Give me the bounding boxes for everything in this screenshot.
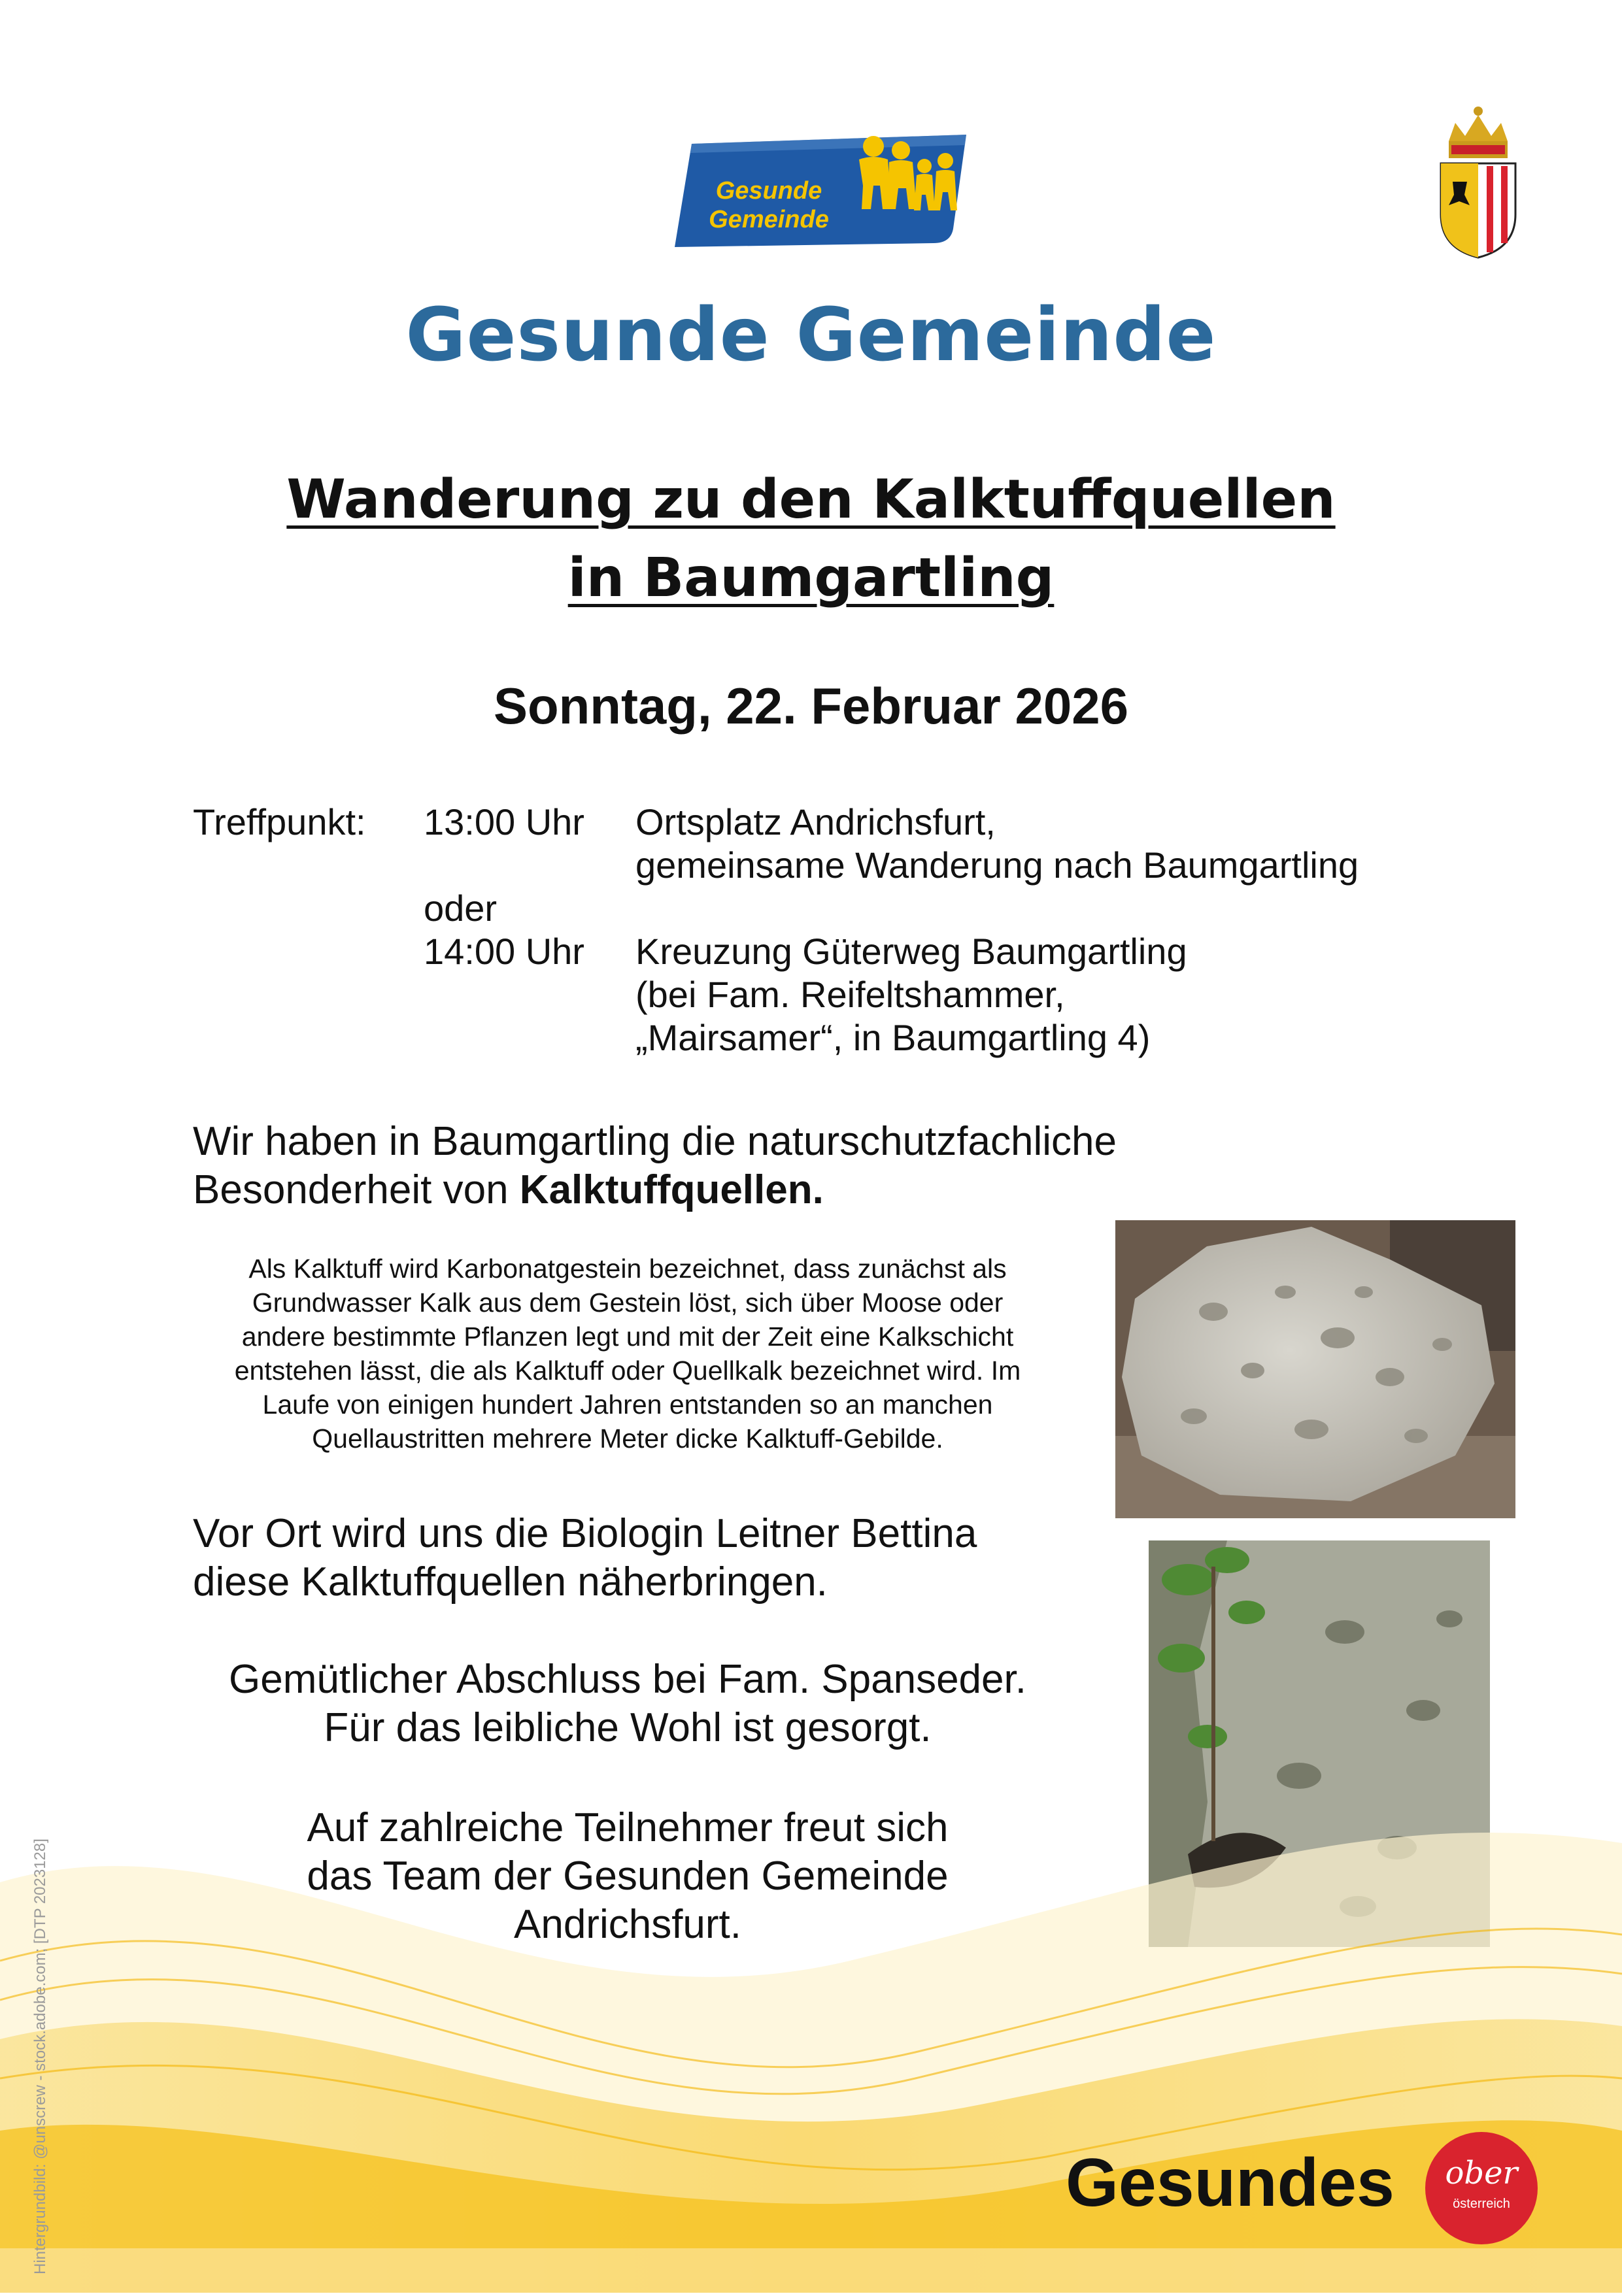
intro-paragraph (193, 1118, 1117, 1214)
closing-paragraph (183, 1655, 1072, 1752)
upper-austria-coat-of-arms-icon (1436, 103, 1521, 260)
meeting-place-1-line1: Ortsplatz Andrichsfurt, (635, 801, 996, 842)
brand-title: Gesunde Gemeinde (405, 293, 1217, 378)
info-line: Als Kalktuff wird Karbonatgestein bezeichnet, dass zunächst als (248, 1254, 1007, 1284)
logo-text-line1: Gesunde (715, 177, 822, 205)
image-credit: Hintergrundbild: @unscrew - stock.adobe.com; [DTP 2023128] (31, 1838, 49, 2274)
meeting-place-2-line1: Kreuzung Güterweg Baumgartling (635, 931, 1187, 972)
event-headline-line1-text: Wanderung zu den Kalktuffquellen (286, 469, 1336, 531)
logo-text-line2: Gemeinde (709, 206, 829, 233)
info-line: entstehen lässt, die als Kalktuff oder Quellkalk bezeichnet wird. Im (234, 1356, 1021, 1386)
info-line: Quellaustritten mehrere Meter dicke Kalktuff-Gebilde. (312, 1423, 943, 1454)
meeting-place-2-line3: „Mairsamer“, in Baumgartling 4) (635, 1017, 1151, 1058)
intro-highlight: Kalktuffquellen. (519, 1167, 824, 1212)
expert-paragraph (193, 1510, 977, 1606)
oberoesterreich-logo (1423, 2129, 1540, 2247)
meeting-point-label: Treffpunkt: (193, 801, 366, 842)
meeting-place-1-line2: gemeinsame Wanderung nach Baumgartling (635, 844, 1359, 886)
expert-line1: Vor Ort wird uns die Biologin Leitner Bettina (193, 1511, 977, 1556)
oberoesterreich-logo-word: ober (1445, 2155, 1518, 2191)
intro-line2-prefix: Besonderheit von (193, 1167, 520, 1212)
info-line: andere bestimmte Pflanzen legt und mit der Zeit eine Kalkschicht (241, 1322, 1014, 1352)
expert-line2: diese Kalktuffquellen näherbringen. (193, 1559, 828, 1605)
gesunde-gemeinde-logo-text (690, 176, 847, 234)
footer-brand-wordmark: Gesundes (1066, 2145, 1394, 2221)
meeting-time-2: 14:00 Uhr (424, 931, 584, 972)
intro-line2 (193, 1166, 1117, 1214)
oberoesterreich-logo-subword: österreich (1453, 2197, 1510, 2211)
event-headline-line1 (0, 464, 1622, 536)
event-date: Sonntag, 22. Februar 2026 (493, 677, 1128, 735)
thanks-line3: Andrichsfurt. (513, 1902, 742, 1947)
meeting-option-separator: oder (424, 888, 498, 929)
thanks-line1: Auf zahlreiche Teilnehmer freut sich (307, 1805, 949, 1850)
info-line: Grundwasser Kalk aus dem Gestein löst, sich über Moose oder (252, 1288, 1004, 1318)
closing-line2: Für das leibliche Wohl ist gesorgt. (324, 1705, 932, 1750)
meeting-place-2-line2: (bei Fam. Reifeltshammer, (635, 974, 1065, 1015)
event-headline-line2-text: in Baumgartling (567, 547, 1055, 609)
info-line: Laufe von einigen hundert Jahren entstanden so an manchen (262, 1389, 993, 1420)
event-headline-line2 (0, 542, 1622, 614)
tuff-rock-photo (1115, 1220, 1515, 1518)
meeting-time-1: 13:00 Uhr (424, 801, 584, 842)
thanks-line2: das Team der Gesunden Gemeinde (307, 1854, 949, 1899)
closing-line1: Gemütlicher Abschluss bei Fam. Spanseder. (229, 1657, 1026, 1702)
intro-line1: Wir haben in Baumgartling die naturschutzfachliche (193, 1119, 1117, 1164)
info-paragraph (196, 1252, 1059, 1456)
gesunde-gemeinde-logo (666, 131, 973, 248)
